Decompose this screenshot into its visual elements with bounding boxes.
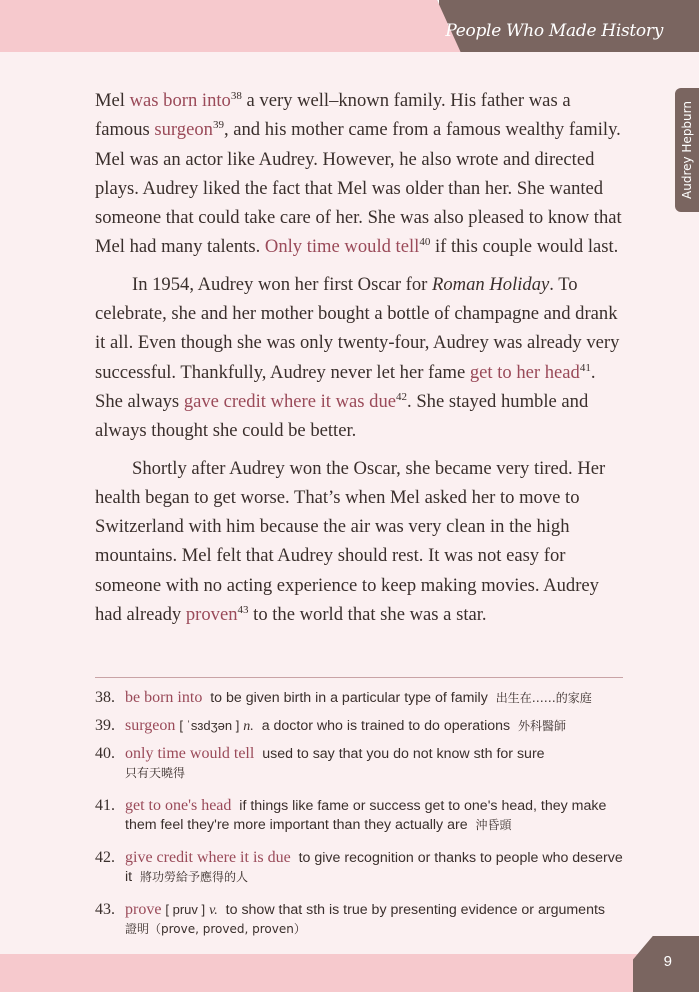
glossary-item [95, 744, 635, 783]
paragraph-1 [95, 86, 625, 262]
glossary-term: surgeon [125, 717, 176, 734]
glossary-term: give credit where it is due [125, 849, 291, 866]
vocab-highlight: get to her head [469, 361, 580, 383]
glossary-pronunciation: [ pruv ] [165, 902, 206, 917]
vocab-highlight: proven [185, 604, 238, 626]
glossary-definition: used to say that you do not know sth for sure [262, 746, 545, 762]
glossary-chinese: 沖昏頭 [475, 818, 512, 832]
glossary-part-of-speech: v. [209, 903, 218, 918]
glossary-number: 38. [95, 689, 115, 706]
glossary-item [95, 900, 635, 939]
paragraph-3 [95, 454, 625, 630]
footer-band [0, 954, 699, 992]
text-run: Shortly after Audrey won the Oscar, she became very tired. Her health began to get worse. That’s when Mel asked her to move to Switzerland with him because the air was very clean in the high mountains. Mel felt that Audrey should rest. It was not easy for someone with no acting experience to keep making movies. Audrey had already [95, 457, 606, 626]
glossary-number: 42. [95, 849, 115, 866]
glossary-definition: a doctor who is trained to do operations [261, 718, 511, 734]
vocab-highlight: Only time would tell [264, 236, 420, 258]
glossary-part-of-speech: n. [243, 719, 254, 734]
vocab-highlight: gave credit where it was due [183, 390, 397, 412]
text-run: a very well–known family. His father was a famous [95, 90, 571, 141]
glossary-definition: if things like fame or success get to one's head, they make them feel they're more important than they actually are [125, 798, 607, 833]
glossary-item [95, 796, 635, 835]
page-number: 9 [663, 953, 672, 970]
vocab-highlight: was born into [129, 90, 231, 111]
footnote-ref: 42 [396, 390, 408, 403]
glossary-number: 41. [95, 797, 115, 814]
text-run: . To celebrate, she and her mother bought a bottle of champagne and drank it all. Even though she was only twenty-four, Audrey was already very successful. Thankfully, Audrey never let her fame [95, 273, 620, 383]
text-run: Mel [95, 90, 130, 111]
glossary-term: be born into [125, 689, 203, 706]
glossary-item [95, 848, 635, 887]
footnote-ref: 38 [230, 90, 242, 102]
text-run: . She always [95, 361, 596, 412]
glossary-pronunciation: [ ˈsɜdʒən ] [179, 718, 240, 733]
glossary-term: get to one's head [125, 797, 232, 814]
glossary-item [95, 688, 635, 708]
glossary-number: 40. [95, 745, 115, 762]
chapter-side-label: Audrey Hepburn [680, 101, 694, 199]
glossary-chinese: 外科醫師 [518, 719, 567, 733]
text-run: to the world that she was a star. [248, 604, 487, 626]
footnote-ref: 41 [579, 361, 591, 374]
glossary-divider [95, 677, 623, 678]
glossary-definition: to show that sth is true by presenting evidence or arguments [225, 902, 606, 918]
footnote-ref: 39 [212, 119, 224, 132]
glossary-number: 43. [95, 901, 115, 918]
paragraph-2 [95, 270, 625, 446]
glossary-chinese: 只有天曉得 [125, 766, 186, 780]
text-run: . She stayed humble and always thought she could be better. [95, 390, 589, 442]
glossary-definition: to give recognition or thanks to people who deserve it [125, 850, 623, 885]
glossary-definition: to be given birth in a particular type of family [210, 690, 488, 706]
vocabulary-glossary [95, 688, 635, 939]
glossary-chinese: 出生在……的家庭 [495, 691, 592, 705]
glossary-number: 39. [95, 717, 115, 734]
story-body [95, 86, 625, 637]
vocab-highlight: surgeon [154, 119, 213, 141]
glossary-term: only time would tell [125, 745, 255, 762]
glossary-chinese: 證明（prove, proved, proven） [125, 922, 306, 936]
text-run: In 1954, Audrey won her first Oscar for [132, 273, 433, 295]
series-title: People Who Made History [445, 21, 663, 41]
text-run: , and his mother came from a famous wealthy family. Mel was an actor like Audrey. However, he also wrote and directed plays. Audrey liked the fact that Mel was older than her. She wanted someone that could take care of her. She was also pleased to know that Mel had many talents. [95, 119, 622, 258]
glossary-chinese: 將功勞給予應得的人 [139, 870, 248, 884]
film-title: Roman Holiday [432, 273, 550, 295]
glossary-item [95, 716, 635, 736]
footnote-ref: 43 [237, 604, 249, 617]
text-run: if this couple would last. [430, 236, 619, 258]
glossary-term: prove [125, 901, 162, 918]
footnote-ref: 40 [419, 236, 431, 249]
